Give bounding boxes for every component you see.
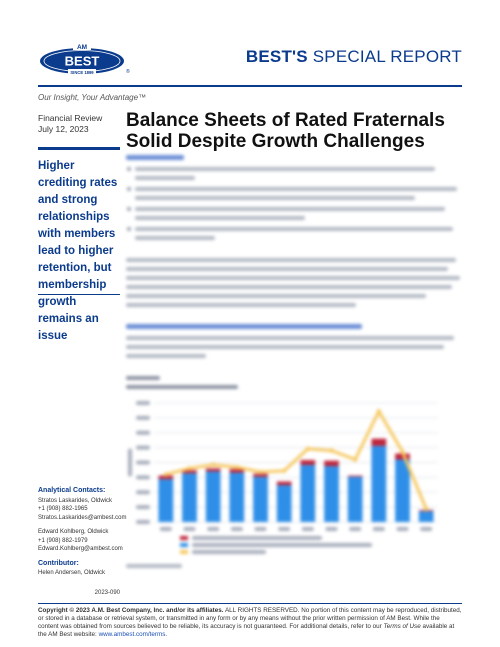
footer-text: available at the AM Best website:	[38, 623, 455, 638]
text-line-placeholder	[126, 303, 356, 307]
report-kind: Financial Review	[38, 113, 103, 123]
report-meta	[38, 113, 102, 135]
x-tick-label	[420, 527, 432, 531]
x-tick-label	[373, 527, 385, 531]
x-tick-label	[278, 527, 290, 531]
contributor-name: Helen Andersen, Oldwick	[38, 570, 106, 576]
text-line-placeholder	[135, 236, 215, 240]
data-point	[187, 466, 191, 470]
copyright-footer	[38, 607, 462, 639]
logo-best-text: BEST	[64, 53, 100, 69]
bar-segment	[324, 461, 339, 466]
y-tick-label	[136, 520, 150, 524]
data-point	[353, 457, 357, 461]
source-placeholder	[126, 564, 182, 568]
bar	[229, 473, 244, 522]
legend-swatch	[180, 543, 188, 547]
analyst-contact	[38, 497, 127, 523]
x-tick-label	[207, 527, 219, 531]
terms-of-use-text: Terms of Use	[383, 623, 421, 630]
bar	[348, 477, 363, 522]
data-point	[400, 450, 404, 454]
text-line-placeholder	[126, 345, 444, 349]
legend-label	[192, 550, 266, 554]
bar	[158, 479, 173, 522]
y-tick-label	[136, 490, 150, 494]
analytical-contacts-heading: Analytical Contacts:	[38, 487, 106, 494]
bullet-dot	[127, 167, 131, 171]
text-line-placeholder	[135, 196, 415, 200]
logo-am-text: AM	[76, 44, 88, 51]
data-point	[258, 470, 262, 474]
y-tick-label	[136, 461, 150, 465]
data-point	[424, 507, 428, 511]
document-id: 2023-090	[94, 590, 120, 596]
text-line-placeholder	[135, 227, 453, 231]
analyst-phone: +1 (908) 882-1965	[38, 506, 88, 512]
am-best-logo	[38, 40, 130, 78]
text-line-placeholder	[135, 187, 457, 191]
report-series-title	[246, 47, 462, 67]
bullet-dot	[127, 227, 131, 231]
article-title: Balance Sheets of Rated Fraternals Solid Despite Growth Challenges	[126, 110, 445, 152]
bar	[300, 465, 315, 522]
data-point	[306, 447, 310, 451]
y-tick-label	[136, 505, 150, 509]
y-tick-label	[136, 475, 150, 479]
y-tick-label	[136, 401, 150, 405]
data-point	[211, 463, 215, 467]
bullet-dot	[127, 187, 131, 191]
section-heading-placeholder	[126, 155, 184, 160]
analyst-name: Stratos Laskarides, Oldwick	[38, 497, 113, 504]
contacts-block	[38, 487, 127, 578]
text-line-placeholder	[135, 216, 305, 220]
analyst-email[interactable]: Edward.Kohlberg@ambest.com	[38, 546, 123, 552]
bar-line-chart	[126, 395, 446, 560]
text-line-placeholder	[126, 258, 456, 262]
bar-segment	[277, 482, 292, 486]
legend-label	[192, 536, 322, 540]
report-title-bold: BEST'S	[245, 47, 308, 66]
series-line	[166, 411, 426, 509]
x-tick-label	[302, 527, 314, 531]
y-tick-label	[136, 446, 150, 450]
text-line-placeholder	[135, 167, 435, 171]
x-tick-label	[160, 527, 172, 531]
bar-segment	[300, 460, 315, 465]
exhibit-label-placeholder	[126, 376, 160, 380]
x-tick-label	[349, 527, 361, 531]
bar	[182, 473, 197, 522]
pull-quote: Higher crediting rates and strong relationships with members lead to higher retention, but membership growth remains an issue	[38, 147, 120, 295]
text-line-placeholder	[135, 176, 195, 180]
legend-label	[192, 543, 372, 547]
logo-since-text: SINCE 1899	[70, 69, 94, 75]
data-point	[282, 469, 286, 473]
x-tick-label	[255, 527, 267, 531]
footer-text: ALL RIGHTS RESERVED. No portion of this content may be reproduced, distributed, or stored in a database or retrieval system, or transmitted in any form or by any means without the prior written permission of AM Best. While the content was obtained from sources believed to be reliable, its accuracy is not guaranteed. For additional details, refer to our	[38, 607, 462, 630]
data-point	[329, 448, 333, 452]
x-tick-label	[231, 527, 243, 531]
bar	[206, 471, 221, 522]
bar-segment	[348, 476, 363, 477]
legend-swatch	[180, 550, 188, 554]
report-title-rest: SPECIAL REPORT	[312, 47, 462, 66]
text-line-placeholder	[126, 294, 426, 298]
x-tick-label	[326, 527, 338, 531]
data-point	[235, 465, 239, 469]
bar	[371, 446, 386, 522]
analyst-phone: +1 (908) 882-1979	[38, 537, 88, 544]
header-rule	[38, 85, 462, 87]
bar-segment	[371, 439, 386, 446]
text-line-placeholder	[126, 276, 460, 280]
x-tick-label	[397, 527, 409, 531]
legend-swatch	[180, 536, 188, 540]
analyst-name: Edward Kohlberg, Oldwick	[38, 529, 109, 535]
analyst-contact	[38, 528, 123, 554]
section-heading-placeholder	[126, 324, 362, 329]
bullet-dot	[127, 207, 131, 211]
bar	[253, 477, 268, 522]
data-point	[377, 409, 381, 413]
bar	[395, 460, 410, 522]
data-point	[164, 472, 168, 476]
y-axis-title	[128, 449, 132, 477]
bar	[324, 466, 339, 522]
bar	[419, 511, 434, 522]
copyright-line: Copyright © 2023 A.M. Best Company, Inc. and/or its affiliates.	[38, 607, 224, 614]
bar-segment	[253, 474, 268, 477]
bar	[277, 485, 292, 522]
text-line-placeholder	[126, 267, 448, 271]
bar-segment	[206, 468, 221, 471]
text-line-placeholder	[126, 336, 454, 340]
logo-registered-mark: ®	[126, 69, 130, 75]
exhibit-title-placeholder	[126, 385, 238, 389]
analyst-email[interactable]: Stratos.Laskarides@ambest.com	[38, 514, 127, 521]
y-tick-label	[136, 416, 150, 420]
contributor-heading: Contributor:	[38, 559, 79, 567]
tagline: Our Insight, Your Advantage™	[38, 93, 147, 102]
y-tick-label	[136, 431, 150, 435]
report-date: July 12, 2023	[38, 124, 89, 134]
text-line-placeholder	[135, 207, 445, 211]
text-line-placeholder	[126, 354, 206, 358]
text-line-placeholder	[126, 285, 452, 289]
footer-rule	[38, 603, 462, 604]
footer-text: .	[165, 631, 168, 638]
x-tick-label	[184, 527, 196, 531]
terms-url-link[interactable]: www.ambest.com/terms	[98, 631, 166, 638]
